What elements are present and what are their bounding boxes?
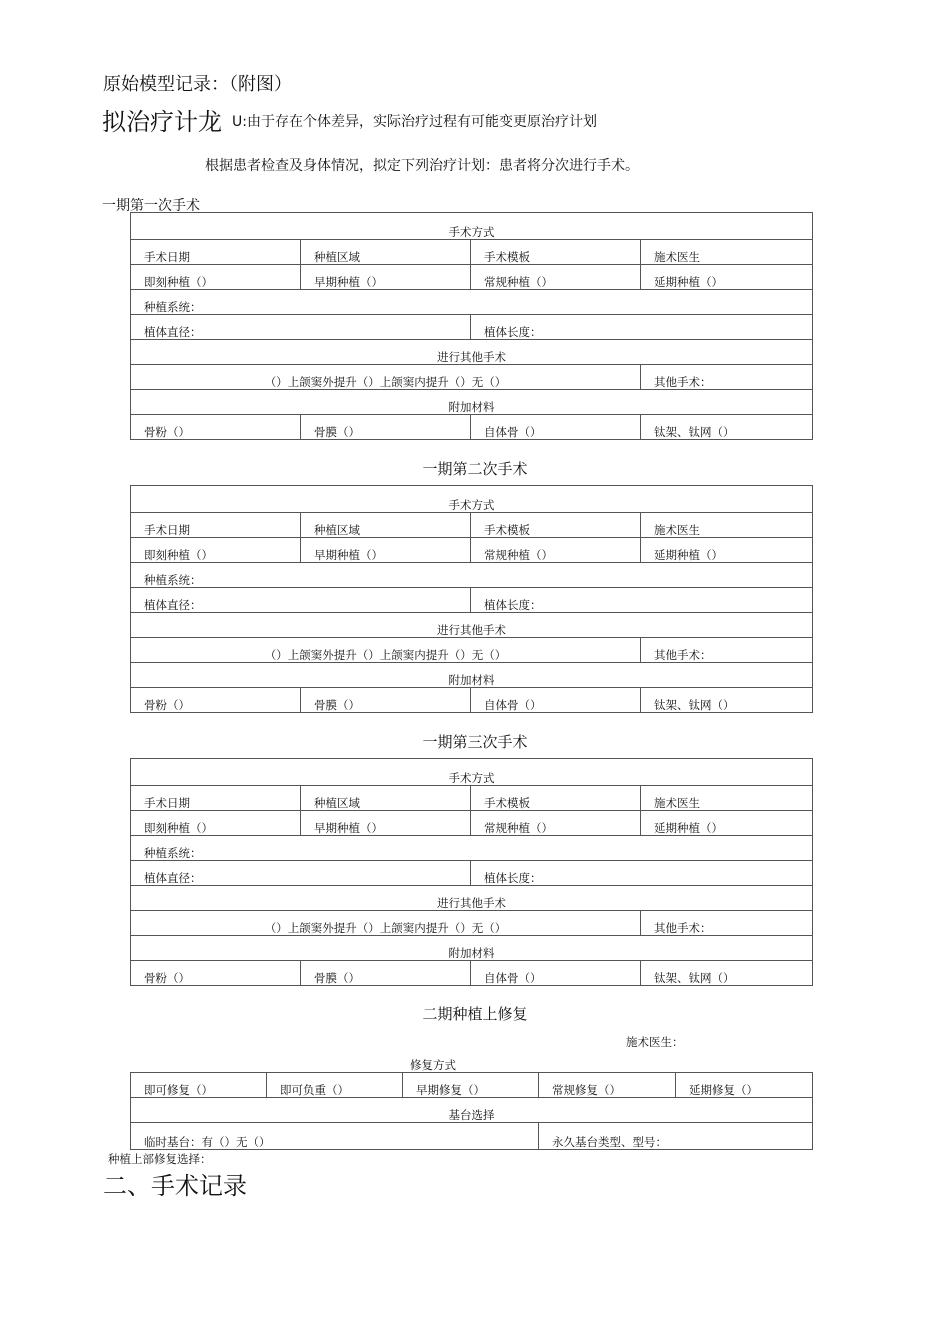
plan-intro: 根据患者检查及身体情况，拟定下列治疗计划：患者将分次进行手术。 <box>205 158 639 174</box>
material-membrane[interactable]: 骨膜（） <box>301 415 471 440</box>
option-regular-implant[interactable]: 常规种植（） <box>471 265 641 290</box>
temporary-abutment-field[interactable]: 临时基台：有（）无（） <box>131 1123 539 1150</box>
col-surgery-template[interactable]: 手术模板 <box>471 786 641 811</box>
plan-note: U:由于存在个体差异，实际治疗过程有可能变更原治疗计划 <box>232 114 597 130</box>
implant-length-field[interactable]: 植体长度： <box>471 861 813 886</box>
surgery-table-2 <box>130 485 813 713</box>
col-implant-area[interactable]: 种植区域 <box>301 513 471 538</box>
option-immediate-implant[interactable]: 即刻种植（） <box>131 811 301 836</box>
restoration-doctor[interactable]: 施术医生： <box>626 1035 684 1049</box>
implant-system-field[interactable]: 种植系统： <box>131 563 813 588</box>
option-delayed-restoration[interactable]: 延期修复（） <box>676 1073 813 1098</box>
option-delayed-implant[interactable]: 延期种植（） <box>641 265 813 290</box>
surgery-method-header: 手术方式 <box>131 486 813 513</box>
option-early-implant[interactable]: 早期种植（） <box>301 265 471 290</box>
materials-header: 附加材料 <box>131 936 813 961</box>
surgery-table-1 <box>130 212 813 440</box>
sinus-lift-options[interactable]: （）上颌窦外提升（）上颌窦内提升（）无（） <box>131 911 641 936</box>
abutment-header: 基台选择 <box>131 1098 813 1123</box>
option-regular-restoration[interactable]: 常规修复（） <box>539 1073 676 1098</box>
implant-diameter-field[interactable]: 植体直径： <box>131 315 471 340</box>
material-membrane[interactable]: 骨膜（） <box>301 688 471 713</box>
material-bone-powder[interactable]: 骨粉（） <box>131 415 301 440</box>
section-1-title: 一期第一次手术 <box>102 198 200 214</box>
implant-length-field[interactable]: 植体长度： <box>471 588 813 613</box>
col-doctor[interactable]: 施术医生 <box>641 240 813 265</box>
option-early-restoration[interactable]: 早期修复（） <box>403 1073 539 1098</box>
col-doctor[interactable]: 施术医生 <box>641 786 813 811</box>
surgery-method-header: 手术方式 <box>131 213 813 240</box>
other-surgery-field[interactable]: 其他手术： <box>641 365 813 390</box>
option-delayed-implant[interactable]: 延期种植（） <box>641 538 813 563</box>
sinus-lift-options[interactable]: （）上颌窦外提升（）上颌窦内提升（）无（） <box>131 638 641 663</box>
col-surgery-template[interactable]: 手术模板 <box>471 240 641 265</box>
surgery-method-header: 手术方式 <box>131 759 813 786</box>
material-bone-powder[interactable]: 骨粉（） <box>131 961 301 986</box>
other-surgery-field[interactable]: 其他手术： <box>641 638 813 663</box>
material-autogenous-bone[interactable]: 自体骨（） <box>471 415 641 440</box>
plan-title: 拟治疗计龙 <box>102 108 222 136</box>
option-immediate-implant[interactable]: 即刻种植（） <box>131 538 301 563</box>
option-early-implant[interactable]: 早期种植（） <box>301 811 471 836</box>
implant-system-field[interactable]: 种植系统： <box>131 836 813 861</box>
surgery-record-heading: 二、手术记录 <box>103 1172 247 1200</box>
material-titanium-mesh[interactable]: 钛架、钛网（） <box>641 961 813 986</box>
restoration-title: 二期种植上修复 <box>422 1005 528 1023</box>
col-surgery-date[interactable]: 手术日期 <box>131 240 301 265</box>
option-immediate-loading[interactable]: 即可负重（） <box>267 1073 403 1098</box>
option-regular-implant[interactable]: 常规种植（） <box>471 811 641 836</box>
sinus-lift-options[interactable]: （）上颌窦外提升（）上颌窦内提升（）无（） <box>131 365 641 390</box>
option-delayed-implant[interactable]: 延期种植（） <box>641 811 813 836</box>
material-autogenous-bone[interactable]: 自体骨（） <box>471 961 641 986</box>
col-doctor[interactable]: 施术医生 <box>641 513 813 538</box>
implant-diameter-field[interactable]: 植体直径： <box>131 588 471 613</box>
upper-restoration-choice[interactable]: 种植上部修复选择： <box>108 1152 212 1166</box>
section-3-title: 一期第三次手术 <box>422 733 528 751</box>
other-surgery-field[interactable]: 其他手术： <box>641 911 813 936</box>
col-surgery-date[interactable]: 手术日期 <box>131 513 301 538</box>
material-titanium-mesh[interactable]: 钛架、钛网（） <box>641 415 813 440</box>
implant-system-field[interactable]: 种植系统： <box>131 290 813 315</box>
material-titanium-mesh[interactable]: 钛架、钛网（） <box>641 688 813 713</box>
materials-header: 附加材料 <box>131 663 813 688</box>
other-surgery-header: 进行其他手术 <box>131 886 813 911</box>
material-autogenous-bone[interactable]: 自体骨（） <box>471 688 641 713</box>
col-implant-area[interactable]: 种植区域 <box>301 786 471 811</box>
option-early-implant[interactable]: 早期种植（） <box>301 538 471 563</box>
other-surgery-header: 进行其他手术 <box>131 340 813 365</box>
option-immediate-implant[interactable]: 即刻种植（） <box>131 265 301 290</box>
option-immediate-restoration[interactable]: 即可修复（） <box>131 1073 267 1098</box>
surgery-table-3 <box>130 758 813 986</box>
other-surgery-header: 进行其他手术 <box>131 613 813 638</box>
col-surgery-date[interactable]: 手术日期 <box>131 786 301 811</box>
implant-length-field[interactable]: 植体长度： <box>471 315 813 340</box>
restoration-table <box>130 1072 813 1150</box>
material-bone-powder[interactable]: 骨粉（） <box>131 688 301 713</box>
col-surgery-template[interactable]: 手术模板 <box>471 513 641 538</box>
implant-diameter-field[interactable]: 植体直径： <box>131 861 471 886</box>
permanent-abutment-field[interactable]: 永久基台类型、型号： <box>539 1123 813 1150</box>
option-regular-implant[interactable]: 常规种植（） <box>471 538 641 563</box>
section-2-title: 一期第二次手术 <box>422 460 528 478</box>
restoration-method-header: 修复方式 <box>410 1058 456 1072</box>
col-implant-area[interactable]: 种植区域 <box>301 240 471 265</box>
materials-header: 附加材料 <box>131 390 813 415</box>
material-membrane[interactable]: 骨膜（） <box>301 961 471 986</box>
original-model-heading: 原始模型记录：（附图） <box>103 74 292 95</box>
